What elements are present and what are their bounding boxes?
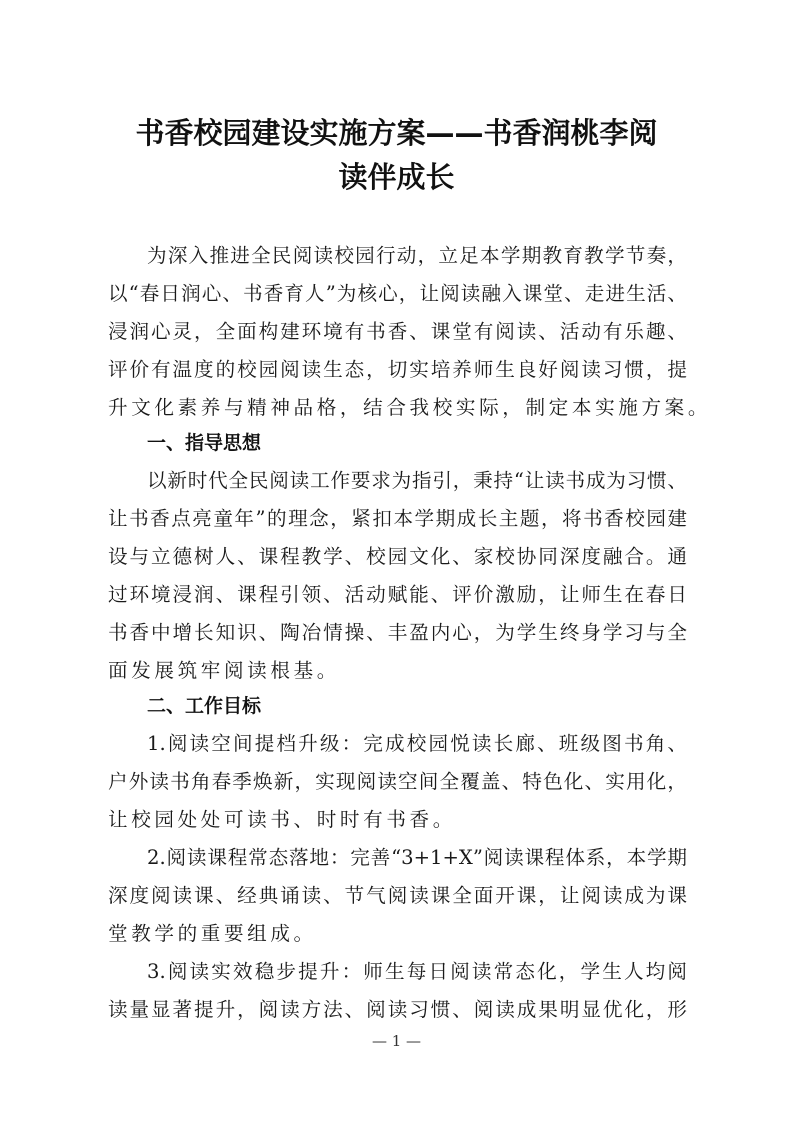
intro-line-5: 升文化素养与精神品格，结合我校实际，制定本实施方案。 — [108, 396, 712, 419]
title-line-1: 书香校园建设实施方案——书香润桃李阅 — [135, 116, 658, 150]
section1-line-4: 过环境浸润、课程引领、活动赋能、评价激励，让师生在春日 — [108, 583, 687, 606]
section1-line-2: 让书香点亮童年”的理念，紧扣本学期成长主题，将书香校园建 — [108, 507, 687, 530]
goal1-line-1: 1.阅读空间提档升级：完成校园悦读长廊、班级图书角、 — [147, 732, 687, 755]
section1-line-6: 面发展筑牢阅读根基。 — [108, 659, 340, 682]
title-line-2: 读伴成长 — [338, 160, 455, 194]
section1-line-1: 以新时代全民阅读工作要求为指引，秉持“让读书成为习惯、 — [147, 469, 687, 492]
section1-line-5: 书香中增长知识、陶冶情操、丰盈内心，为学生终身学习与全 — [108, 621, 687, 644]
section-heading-work-goals: 二、工作目标 — [147, 695, 262, 717]
intro-line-2: 以“春日润心、书香育人”为核心，让阅读融入课堂、走进生活、 — [108, 282, 687, 305]
intro-line-4: 评价有温度的校园阅读生态，切实培养师生良好阅读习惯，提 — [108, 358, 687, 381]
intro-line-3: 浸润心灵，全面构建环境有书香、课堂有阅读、活动有乐趣、 — [108, 320, 687, 343]
goal1-line-3: 让校园处处可读书、时时有书香。 — [108, 808, 456, 831]
document-title — [100, 111, 693, 199]
goal2-line-3: 堂教学的重要组成。 — [108, 922, 317, 945]
goal1-line-2: 户外读书角春季焕新，实现阅读空间全覆盖、特色化、实用化， — [108, 770, 687, 793]
page-number: — 1 — — [371, 1032, 422, 1050]
section-heading-guiding-ideology: 一、指导思想 — [147, 432, 262, 454]
goal2-line-2: 深度阅读课、经典诵读、节气阅读课全面开课，让阅读成为课 — [108, 884, 687, 907]
goal3-line-2: 读量显著提升，阅读方法、阅读习惯、阅读成果明显优化，形 — [108, 998, 687, 1021]
goal3-line-1: 3.阅读实效稳步提升：师生每日阅读常态化，学生人均阅 — [147, 960, 687, 983]
goal2-line-1: 2.阅读课程常态落地：完善“3+1+X”阅读课程体系，本学期 — [147, 846, 687, 869]
intro-line-1: 为深入推进全民阅读校园行动，立足本学期教育教学节奏， — [147, 244, 687, 267]
section1-line-3: 设与立德树人、课程教学、校园文化、家校协同深度融合。通 — [108, 545, 687, 568]
